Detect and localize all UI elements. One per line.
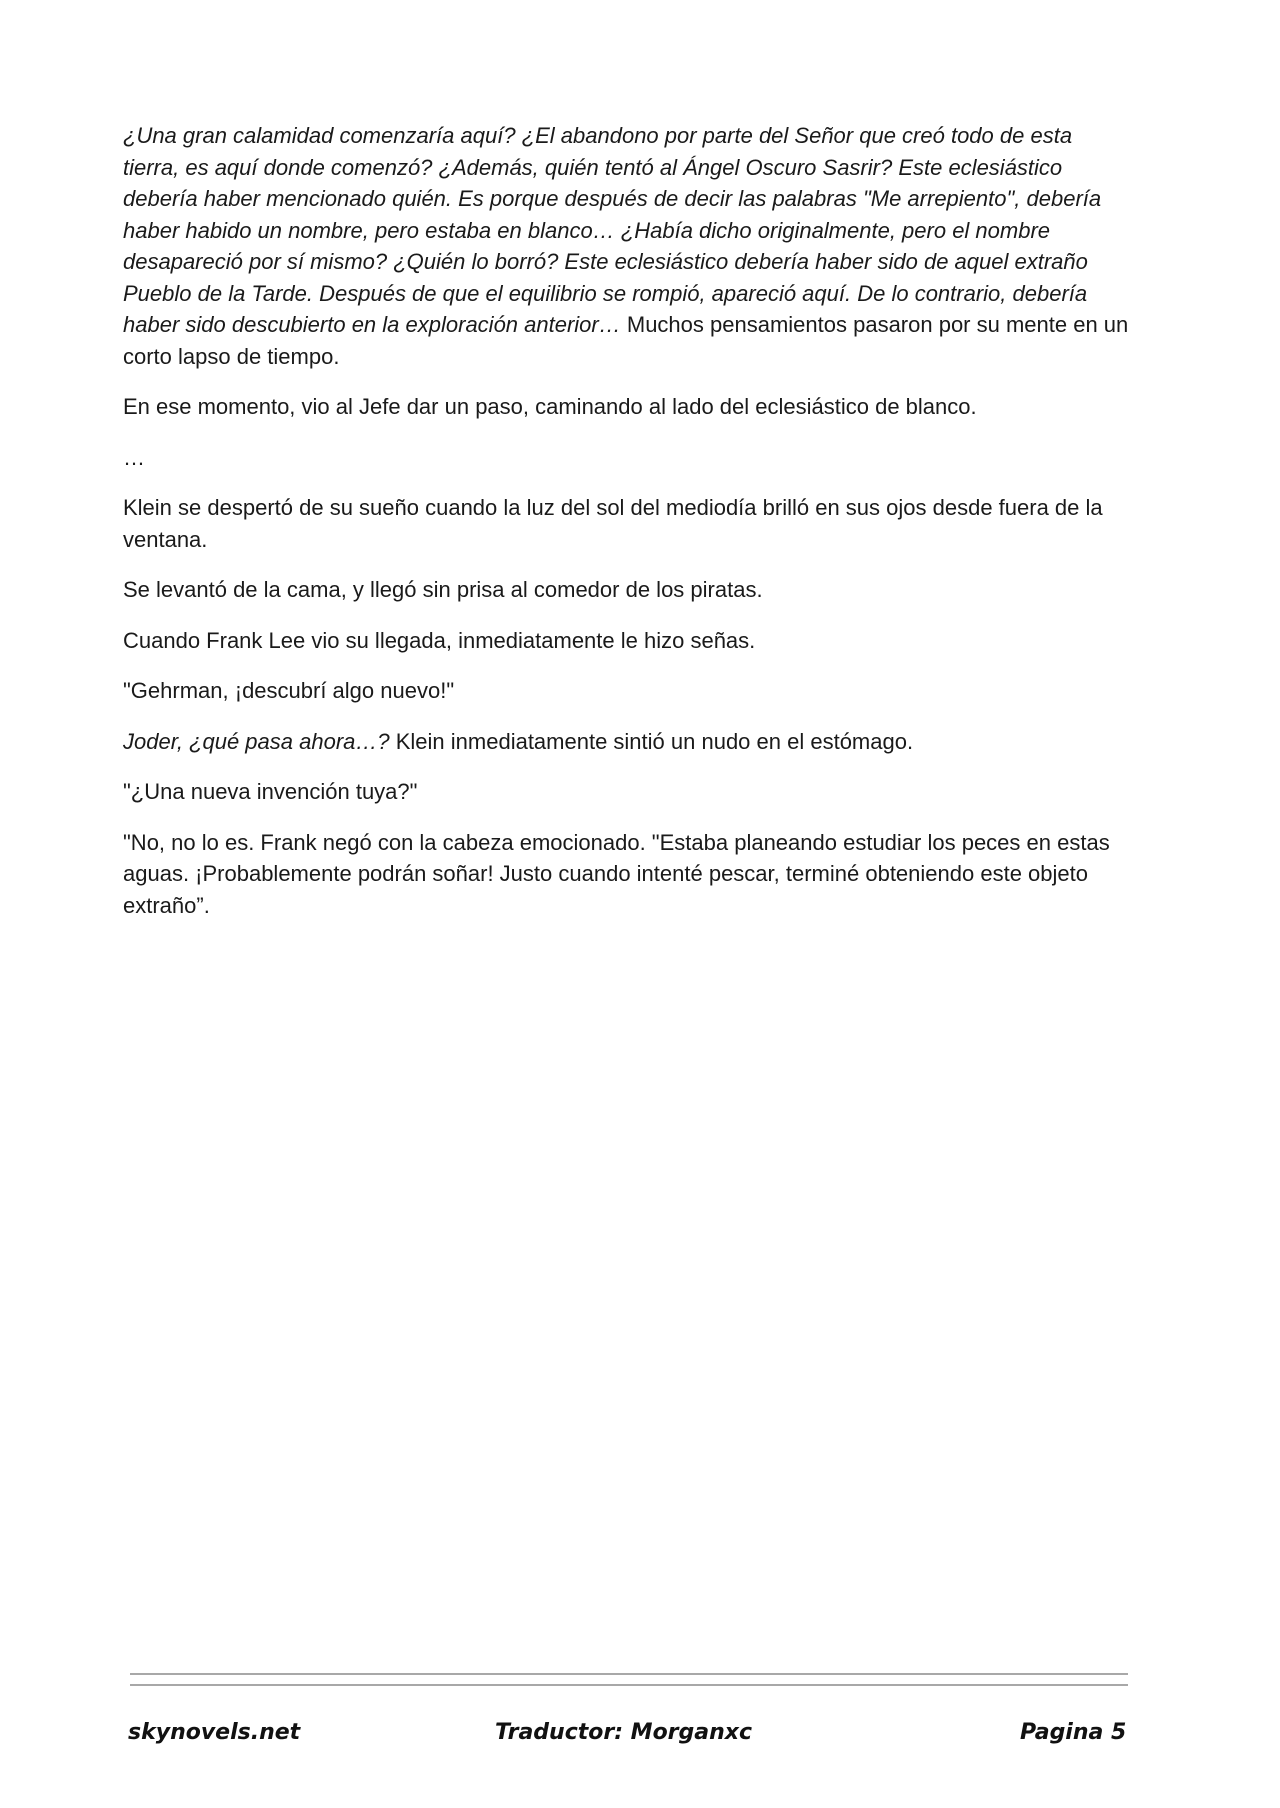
footer-rule-bottom <box>130 1684 1128 1686</box>
paragraph-8-text: Klein inmediatamente sintió un nudo en el estómago. <box>389 728 914 754</box>
paragraph-1-text: Muchos pensamientos pasaron por su mente en un corto lapso de tiempo. <box>123 312 1129 369</box>
footer-rule-top <box>130 1673 1128 1675</box>
paragraph-3-text: … <box>123 444 145 470</box>
footer-site: skynovels.net <box>128 1720 301 1745</box>
paragraph-4-text: Klein se despertó de su sueño cuando la luz del sol del mediodía brilló en sus ojos desde fuera de la ventana. <box>123 495 1103 552</box>
paragraph-1 <box>123 120 1133 372</box>
paragraph-8 <box>123 726 1133 758</box>
paragraph-7 <box>123 675 1133 707</box>
paragraph-9-text: "¿Una nueva invención tuya?" <box>123 779 418 804</box>
paragraph-3 <box>123 442 1133 474</box>
paragraph-6-text: Cuando Frank Lee vio su llegada, inmediatamente le hizo señas. <box>123 627 756 653</box>
paragraph-9 <box>123 776 1133 808</box>
paragraph-10 <box>123 827 1133 922</box>
paragraph-8-italic: Joder, ¿qué pasa ahora…? <box>123 728 390 754</box>
paragraph-4 <box>123 492 1133 555</box>
paragraph-5 <box>123 574 1133 606</box>
paragraph-6 <box>123 625 1133 657</box>
paragraph-2-text: En ese momento, vio al Jefe dar un paso, caminando al lado del eclesiástico de blanco. <box>123 394 977 419</box>
paragraph-7-text: "Gehrman, ¡descubrí algo nuevo!" <box>123 678 455 703</box>
paragraph-10-text: "No, no lo es. Frank negó con la cabeza emocionado. "Estaba planeando estudiar los peces en estas aguas. ¡Probablemente podrán soñar! Justo cuando intenté pescar, terminé obteniendo este objeto extraño”. <box>123 829 1110 918</box>
document-body <box>123 120 1133 940</box>
footer-translator: Traductor: Morganxc <box>495 1720 753 1745</box>
paragraph-2 <box>123 391 1133 423</box>
paragraph-1-italic: ¿Una gran calamidad comenzaría aquí? ¿El abandono por parte del Señor que creó todo de esta tierra, es aquí donde comenzó? ¿Además, quién tentó al Ángel Oscuro Sasrir? Este eclesiástico debería haber mencionado quién. Es porque después de decir las palabras "Me arrepiento", debería haber habido un nombre, pero estaba en blanco… ¿Había dicho originalmente, pero el nombre desapareció por sí mismo? ¿Quién lo borró? Este eclesiástico debería haber sido de aquel extraño Pueblo de la Tarde. Después de que el equilibrio se rompió, apareció aquí. De lo contrario, debería haber sido descubierto en la exploración anterior… <box>123 123 1102 337</box>
footer-page-number: Pagina 5 <box>1020 1720 1127 1745</box>
paragraph-5-text: Se levantó de la cama, y llegó sin prisa al comedor de los piratas. <box>123 577 763 602</box>
